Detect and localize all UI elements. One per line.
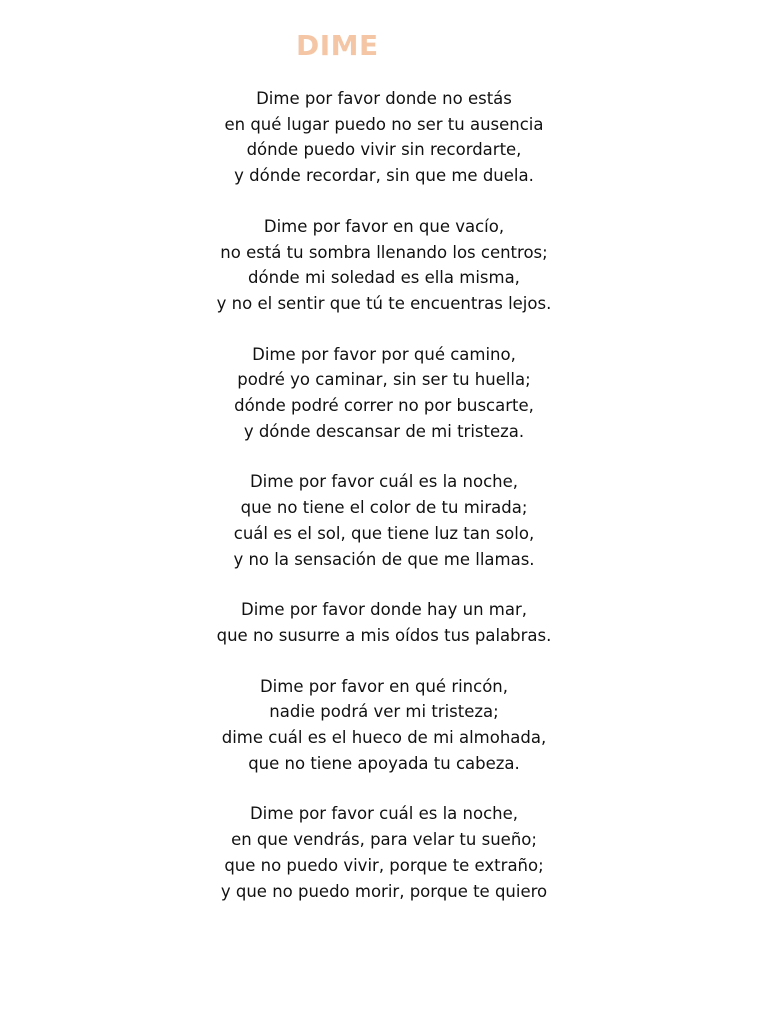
poem-line: que no susurre a mis oídos tus palabras. [216,625,552,645]
poem-line: dónde puedo vivir sin recordarte, [246,140,522,160]
poem-line: en que vendrás, para velar tu sueño; [231,830,537,850]
poem-line: nadie podrá ver mi tristeza; [269,702,499,722]
stanza-5 [0,597,768,648]
poem-line: Dime por favor en qué rincón, [259,676,509,696]
poem-line: que no tiene apoyada tu cabeza. [248,753,520,773]
poem-line: y dónde descansar de mi tristeza. [243,421,525,441]
poem-line: Dime por favor en que vacío, [263,216,505,236]
poem-line: y no el sentir que tú te encuentras lejos. [216,293,552,313]
poem-line: que no tiene el color de tu mirada; [240,498,528,518]
poem-line: Dime por favor cuál es la noche, [249,804,519,824]
poem-line: Dime por favor por qué camino, [252,344,516,364]
poem-body [0,86,768,929]
poem-line: Dime por favor donde hay un mar, [240,600,527,620]
stanza-2 [0,214,768,317]
poem-line: dime cuál es el hueco de mi almohada, [221,728,547,748]
poem-line: y dónde recordar, sin que me duela. [234,166,534,186]
poem-line: Dime por favor donde no estás [256,89,512,108]
stanza-6 [0,674,768,777]
stanza-3 [0,342,768,445]
poem-line: podré yo caminar, sin ser tu huella; [237,370,531,390]
poem-line: cuál es el sol, que tiene luz tan solo, [233,523,535,543]
poem-title: DIME [296,29,379,62]
poem-line: y que no puedo morir, porque te quiero [220,881,548,901]
poem-line: que no puedo vivir, porque te extraño; [224,855,544,875]
stanza-4 [0,469,768,572]
poem-line: no está tu sombra llenando los centros; [220,242,548,262]
stanza-1 [0,86,768,189]
stanza-7 [0,801,768,904]
poem-line: en qué lugar puedo no ser tu ausencia [224,114,544,134]
poem-line: dónde podré correr no por buscarte, [234,396,534,416]
poem-line: Dime por favor cuál es la noche, [249,472,519,492]
poem-line: y no la sensación de que me llamas. [233,549,535,569]
poem-line: dónde mi soledad es ella misma, [248,268,520,288]
